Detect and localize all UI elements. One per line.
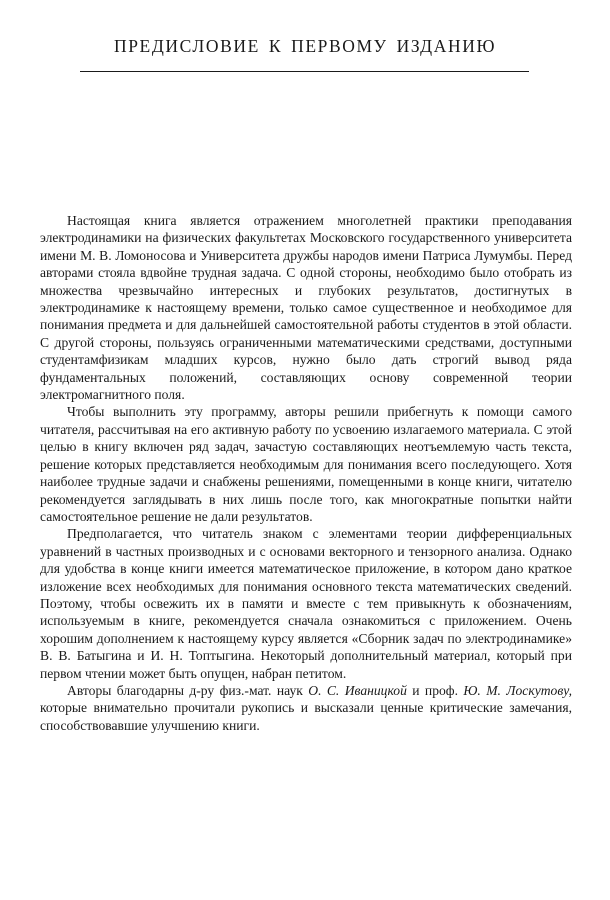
page-title: ПРЕДИСЛОВИЕ К ПЕРВОМУ ИЗДАНИЮ	[113, 36, 497, 56]
title-underline	[80, 71, 529, 72]
acknowledged-person-1: О. С. Иваницкой	[308, 682, 407, 698]
paragraph-2: Чтобы выполнить эту программу, авторы решили прибегнуть к помощи самого читателя, рассчитывая на его активную работу по усвоению излагаемого материала. С этой целью в книгу включен ряд задач, зачастую составляющих неотъемлемую часть текста, решение которых представляется необходимым для понимания всего последующего. Хотя наиболее трудные задачи и снабжены решениями, помещенными в конце книги, читателю рекомендуется заглядывать в них лишь после того, как многократные попытки найти самостоятельное решение не дали результатов.	[40, 404, 572, 524]
acknowledgement-text-start: Авторы благодарны д-ру физ.-мат. наук	[67, 682, 309, 698]
acknowledged-person-2: Ю. М. Лоскутову,	[463, 682, 573, 698]
paragraph-3: Предполагается, что читатель знаком с элементами теории дифференциальных уравнений в частных производных и с основами векторного и тензорного анализа. Однако для удобства в конце книги имеется математическое приложение, в котором дано краткое изложение всех необходимых для понимания основного текста математических сведений. Поэтому, чтобы освежить их в памяти и вместе с тем привыкнуть к обозначениям, используемым в книге, рекомендуется сначала ознакомиться с приложением. Очень хорошим дополнением к настоящему курсу является «Сборник задач по электродинамике» В. В. Батыгина и И. Н. Топтыгина. Некоторый дополнительный материал, который при первом чтении может быть опущен, набран петитом.	[40, 526, 572, 681]
acknowledgement-text-end: которые внимательно прочитали рукопись и высказали ценные критические замечания, способствовавшие улучшению книги.	[40, 700, 572, 733]
paragraph-1: Настоящая книга является отражением многолетней практики преподавания электродинамики на физических факультетах Московского государственного университета имени М. В. Ломоносова и Университета дружбы народов имени Патриса Лумумбы. Перед авторами стояла вдвойне трудная задача. С одной стороны, необходимо было отобрать из множества чрезвычайно интересных и глубоких результатов, достигнутых в электродинамике к настоящему времени, только самое существенное и необходимое для понимания предмета и для дальнейшей самостоятельной работы студентов в этой области. С другой стороны, пользуясь ограниченными математическими средствами, доступными студентамфизикам младших курсов, нужно было дать строгий вывод ряда фундаментальных положений, составляющих основу современной теории электромагнитного поля.	[40, 213, 572, 403]
acknowledgement-text-middle: и проф.	[406, 682, 464, 698]
preface-body	[40, 212, 572, 734]
paragraph-4	[40, 682, 572, 734]
